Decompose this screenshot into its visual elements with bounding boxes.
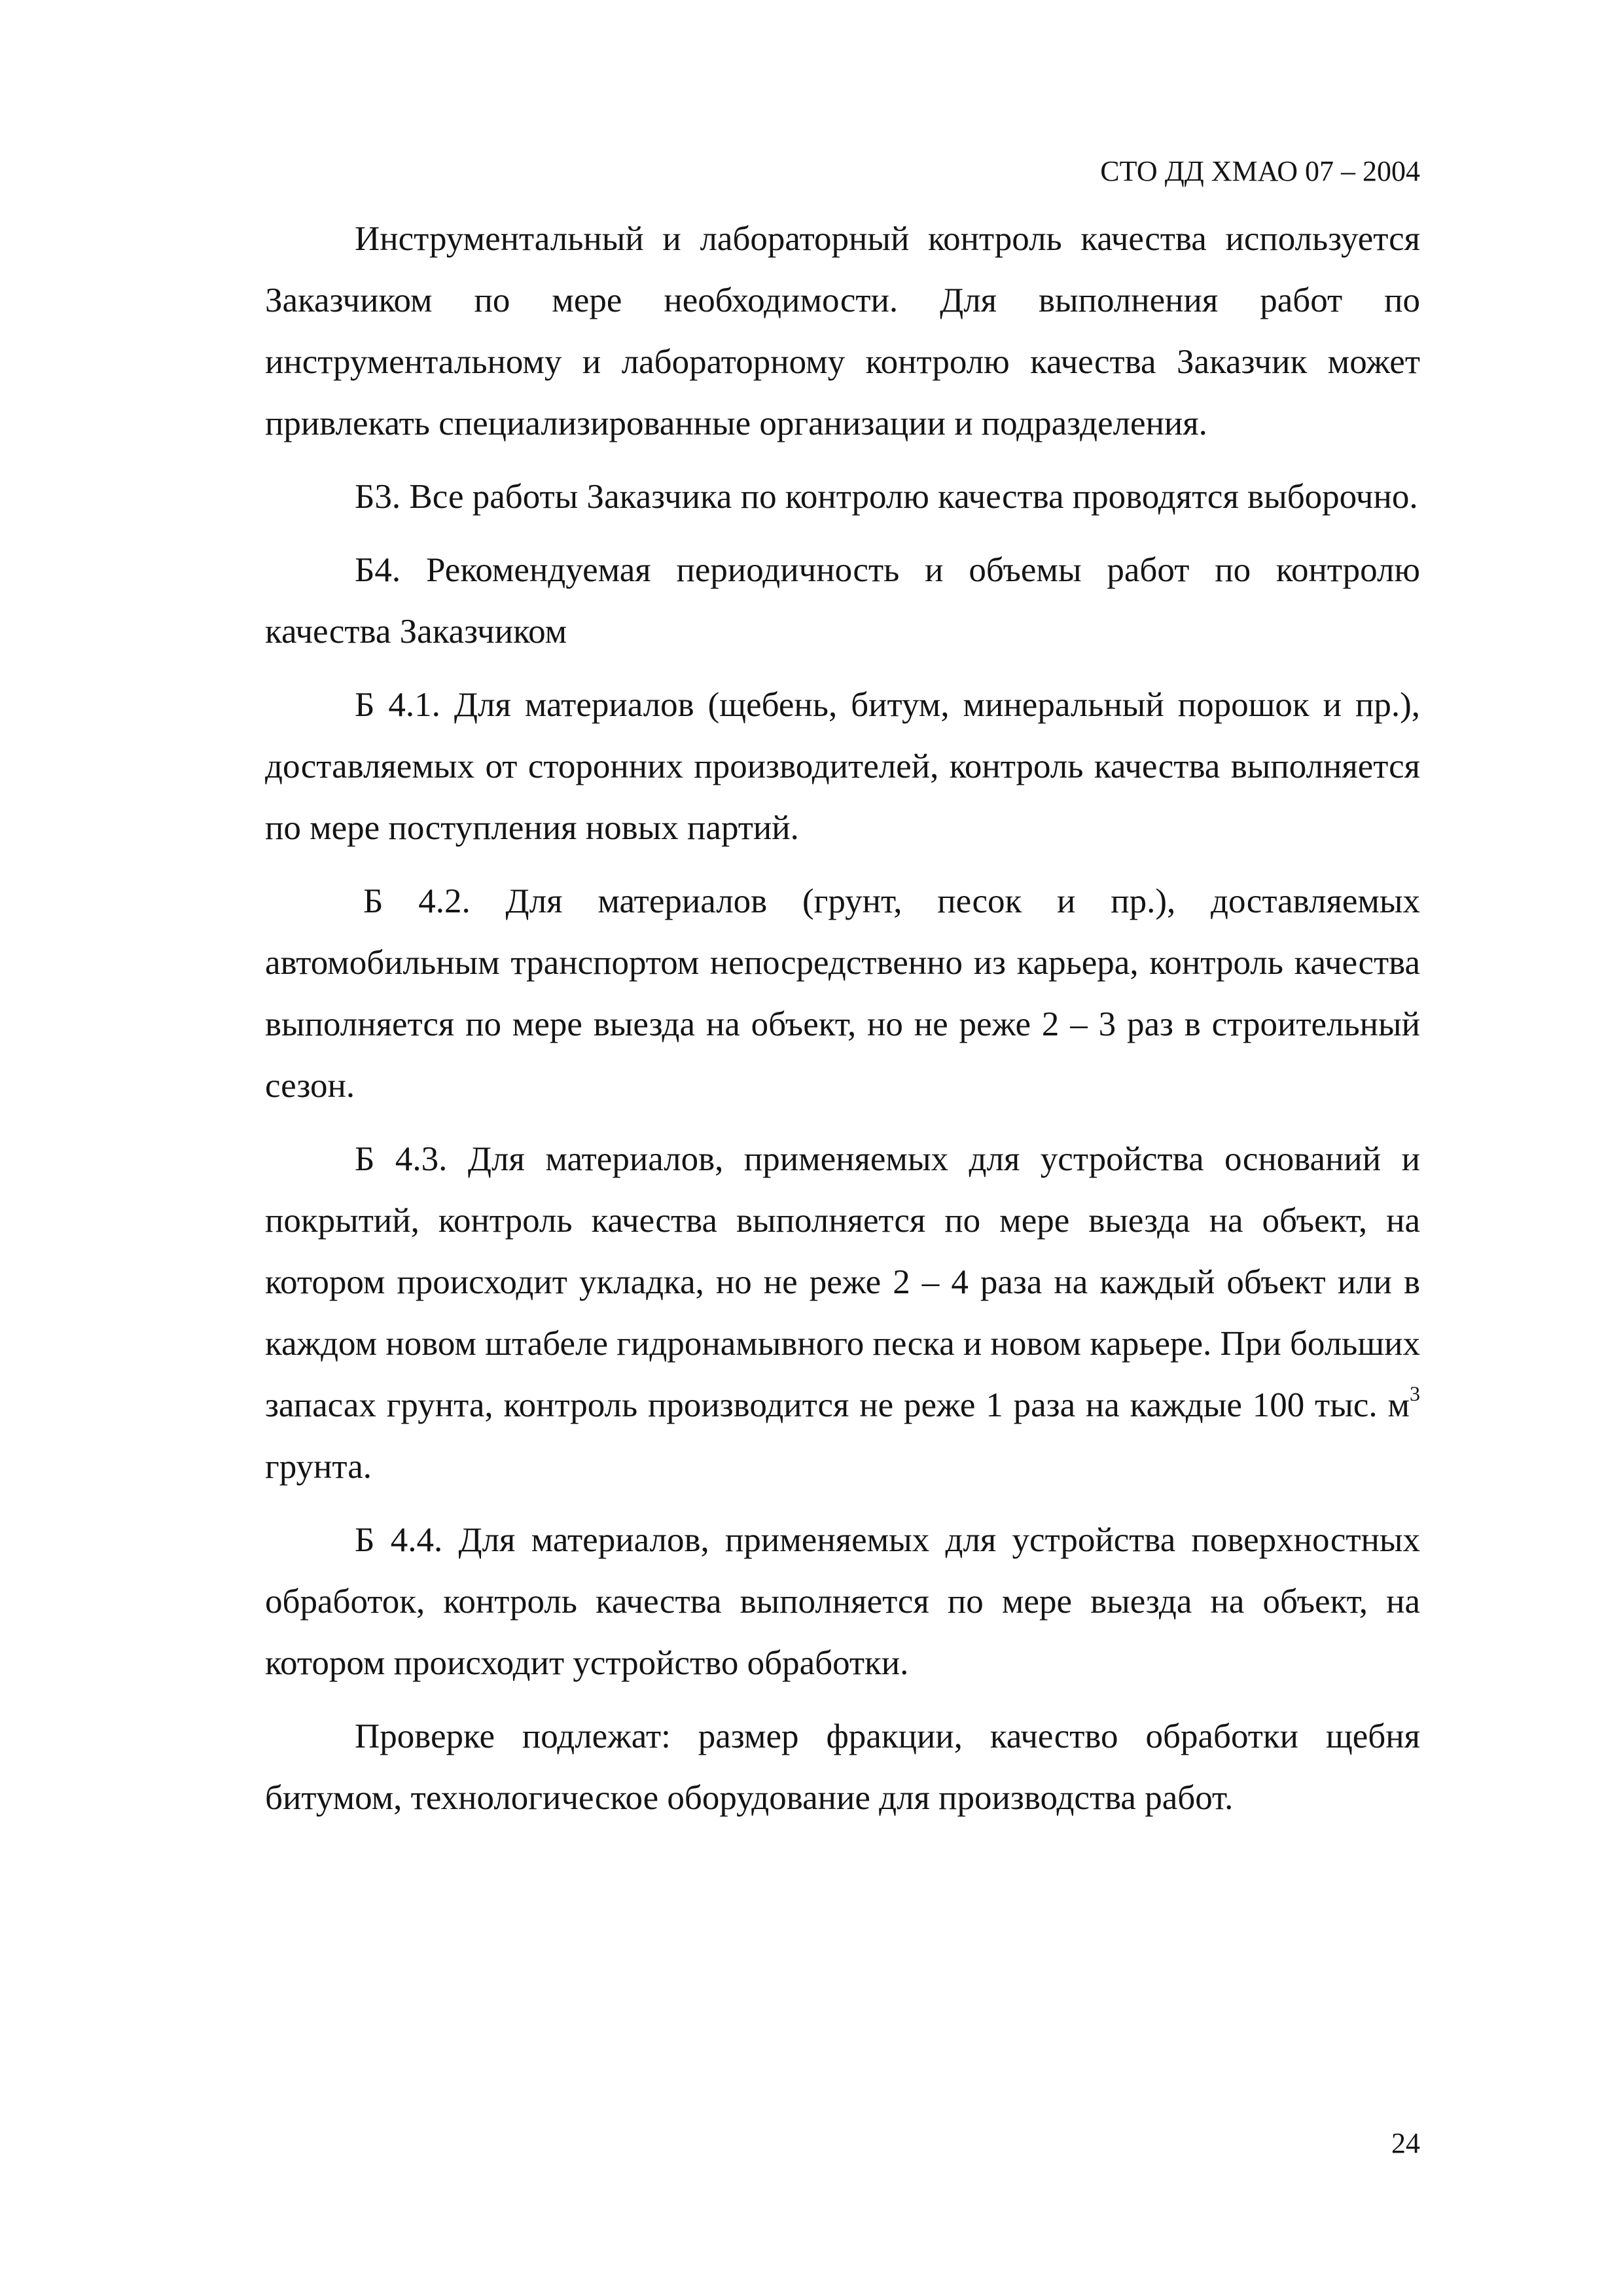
document-body [265, 208, 1420, 1840]
paragraph-b3: Б3. Все работы Заказчика по контролю качества проводятся выборочно. [355, 478, 1418, 516]
paragraph-b4: Б4. Рекомендуемая периодичность и объемы работ по контролю качества Заказчиком [265, 551, 1420, 651]
paragraph-inspection-items: Проверке подлежат: размер фракции, качество обработки щебня битумом, технологическое оборудование для производства работ. [265, 1717, 1420, 1817]
document-code-header: СТО ДД ХМАО 07 – 2004 [1100, 155, 1420, 187]
paragraph-instrumental-control: Инструментальный и лабораторный контроль качества используется Заказчиком по мере необходимости. Для выполнения работ по инструментальному и лабораторному контролю качества Заказчик может привлекать специализированные организации и подразделения. [265, 220, 1420, 442]
cubic-superscript: 3 [1410, 1382, 1420, 1405]
paragraph-b4-3-text: Б 4.3. Для материалов, применяемых для устройства оснований и покрытий, контроль качества выполняется по мере выезда на объект, на котором происходит укладка, но не реже 2 – 4 раза на каждый объект или в каждом новом штабеле гидронамывного песка и новом карьере. При больших запасах грунта, контроль производится не реже 1 раза на каждые 100 тыс. м [265, 1140, 1420, 1424]
paragraph-b4-3 [265, 1128, 1420, 1498]
paragraph-b4-3-tail: грунта. [265, 1448, 372, 1486]
paragraph-b4-2: Б 4.2. Для материалов (грунт, песок и пр.), доставляемых автомобильным транспортом непосредственно из карьера, контроль качества выполняется по мере выезда на объект, но не реже 2 – 3 раз в строительный сезон. [265, 882, 1420, 1105]
page-number: 24 [1391, 2127, 1420, 2159]
paragraph-b4-4: Б 4.4. Для материалов, применяемых для устройства поверхностных обработок, контроль качества выполняется по мере выезда на объект, на котором происходит устройство обработки. [265, 1521, 1420, 1682]
paragraph-b4-1: Б 4.1. Для материалов (щебень, битум, минеральный порошок и пр.), доставляемых от сторонних производителей, контроль качества выполняется по мере поступления новых партий. [265, 686, 1420, 847]
